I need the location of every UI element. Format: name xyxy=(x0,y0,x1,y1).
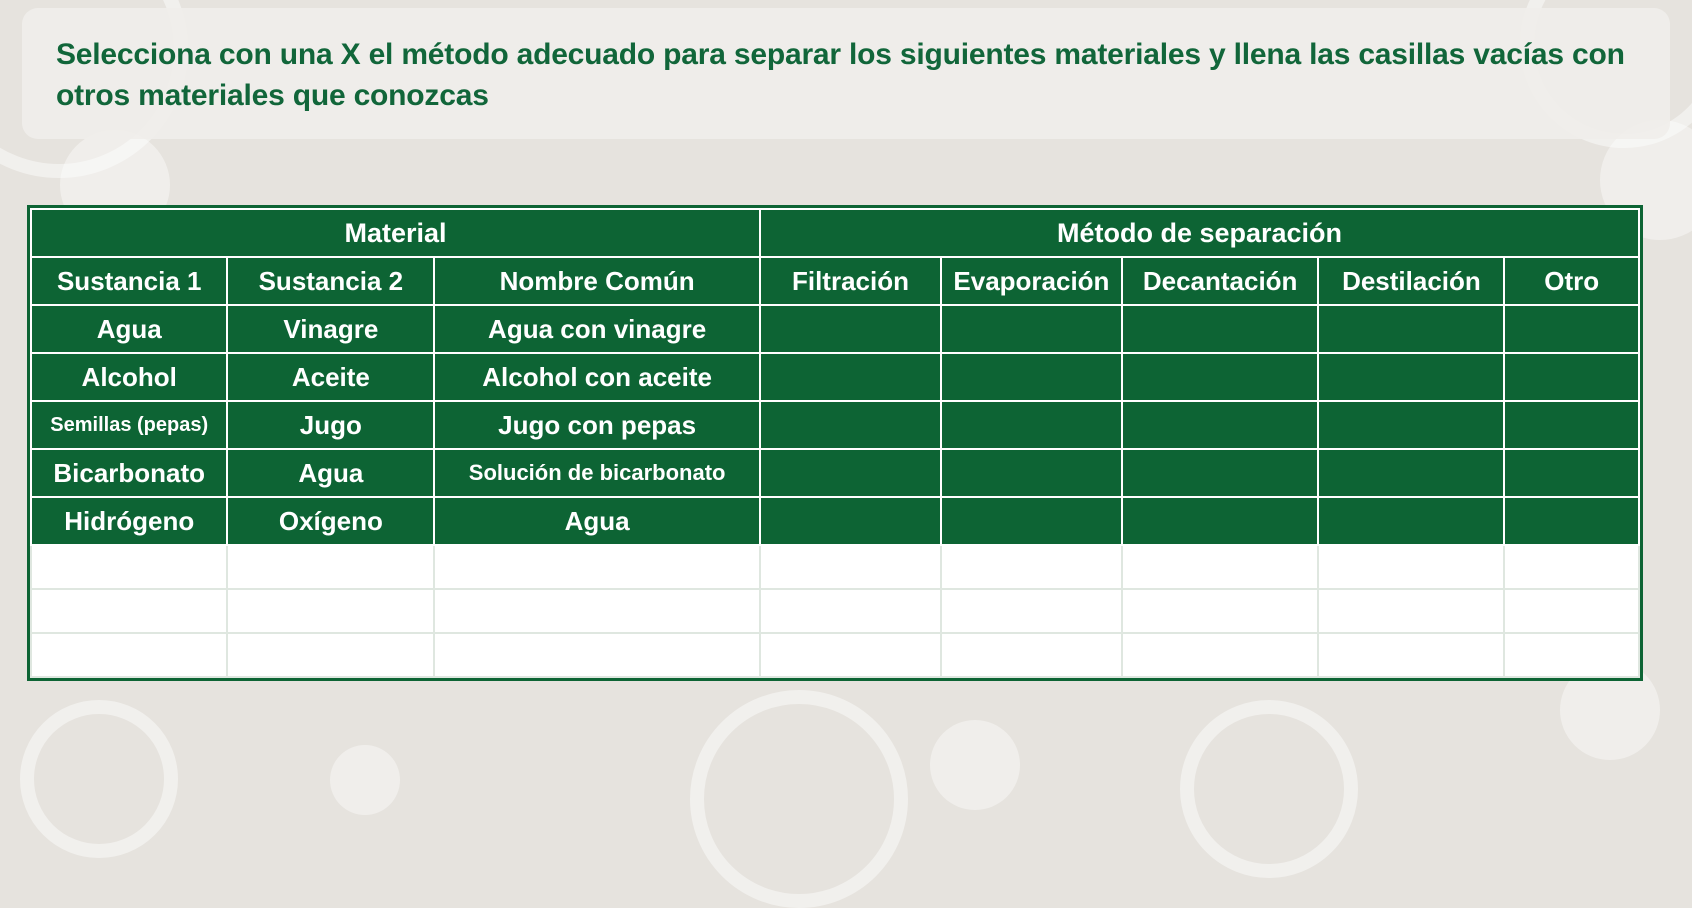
table-body xyxy=(31,305,1639,677)
decorative-circle xyxy=(330,745,400,815)
cell-blank-filtracion[interactable] xyxy=(760,633,941,677)
cell-blank-decantacion[interactable] xyxy=(1122,545,1318,589)
cell-blank-filtracion[interactable] xyxy=(760,589,941,633)
table-row xyxy=(31,305,1639,353)
column-header-evaporacion: Evaporación xyxy=(941,257,1122,305)
cell-blank-nombre-comun[interactable] xyxy=(434,589,760,633)
cell-otro[interactable] xyxy=(1504,305,1639,353)
cell-blank-sustancia-1[interactable] xyxy=(31,633,227,677)
cell-sustancia-1: Hidrógeno xyxy=(31,497,227,545)
cell-otro[interactable] xyxy=(1504,353,1639,401)
group-header-metodo: Método de separación xyxy=(760,209,1639,257)
cell-filtracion[interactable] xyxy=(760,497,941,545)
cell-filtracion[interactable] xyxy=(760,305,941,353)
cell-sustancia-1: Bicarbonato xyxy=(31,449,227,497)
cell-filtracion[interactable] xyxy=(760,449,941,497)
cell-filtracion[interactable] xyxy=(760,401,941,449)
cell-sustancia-2: Vinagre xyxy=(227,305,434,353)
cell-blank-destilacion[interactable] xyxy=(1318,545,1504,589)
cell-blank-sustancia-2[interactable] xyxy=(227,545,434,589)
cell-sustancia-1: Semillas (pepas) xyxy=(31,401,227,449)
cell-blank-otro[interactable] xyxy=(1504,545,1639,589)
cell-blank-filtracion[interactable] xyxy=(760,545,941,589)
cell-otro[interactable] xyxy=(1504,401,1639,449)
decorative-circle xyxy=(20,700,178,858)
column-header-sustancia-1: Sustancia 1 xyxy=(31,257,227,305)
cell-blank-otro[interactable] xyxy=(1504,589,1639,633)
cell-filtracion[interactable] xyxy=(760,353,941,401)
column-header-row xyxy=(31,257,1639,305)
group-header-row xyxy=(31,209,1639,257)
cell-blank-destilacion[interactable] xyxy=(1318,633,1504,677)
cell-blank-nombre-comun[interactable] xyxy=(434,545,760,589)
worksheet-table-container xyxy=(30,208,1640,678)
cell-destilacion[interactable] xyxy=(1318,401,1504,449)
cell-blank-evaporacion[interactable] xyxy=(941,545,1122,589)
table-row-blank xyxy=(31,589,1639,633)
separation-methods-table xyxy=(30,208,1640,678)
cell-blank-destilacion[interactable] xyxy=(1318,589,1504,633)
cell-otro[interactable] xyxy=(1504,449,1639,497)
cell-destilacion[interactable] xyxy=(1318,305,1504,353)
column-header-filtracion: Filtración xyxy=(760,257,941,305)
cell-nombre-comun: Alcohol con aceite xyxy=(434,353,760,401)
cell-otro[interactable] xyxy=(1504,497,1639,545)
table-row xyxy=(31,497,1639,545)
cell-blank-otro[interactable] xyxy=(1504,633,1639,677)
cell-nombre-comun: Agua xyxy=(434,497,760,545)
cell-blank-evaporacion[interactable] xyxy=(941,633,1122,677)
cell-decantacion[interactable] xyxy=(1122,305,1318,353)
decorative-circle xyxy=(1180,700,1358,878)
cell-evaporacion[interactable] xyxy=(941,401,1122,449)
cell-destilacion[interactable] xyxy=(1318,449,1504,497)
column-header-sustancia-2: Sustancia 2 xyxy=(227,257,434,305)
table-row-blank xyxy=(31,633,1639,677)
decorative-circle xyxy=(690,690,908,908)
cell-evaporacion[interactable] xyxy=(941,353,1122,401)
cell-blank-nombre-comun[interactable] xyxy=(434,633,760,677)
cell-destilacion[interactable] xyxy=(1318,353,1504,401)
cell-sustancia-2: Jugo xyxy=(227,401,434,449)
cell-blank-decantacion[interactable] xyxy=(1122,633,1318,677)
column-header-destilacion: Destilación xyxy=(1318,257,1504,305)
cell-decantacion[interactable] xyxy=(1122,353,1318,401)
instruction-text: Selecciona con una X el método adecuado para separar los siguientes materiales y llena las casillas vacías con otros materiales que conozcas xyxy=(56,38,1625,113)
cell-blank-sustancia-2[interactable] xyxy=(227,589,434,633)
cell-nombre-comun: Agua con vinagre xyxy=(434,305,760,353)
table-row xyxy=(31,353,1639,401)
column-header-otro: Otro xyxy=(1504,257,1639,305)
cell-blank-evaporacion[interactable] xyxy=(941,589,1122,633)
cell-nombre-comun: Solución de bicarbonato xyxy=(434,449,760,497)
cell-evaporacion[interactable] xyxy=(941,449,1122,497)
group-header-material: Material xyxy=(31,209,760,257)
cell-blank-sustancia-1[interactable] xyxy=(31,545,227,589)
cell-blank-sustancia-2[interactable] xyxy=(227,633,434,677)
cell-evaporacion[interactable] xyxy=(941,497,1122,545)
cell-nombre-comun: Jugo con pepas xyxy=(434,401,760,449)
table-row xyxy=(31,449,1639,497)
table-row-blank xyxy=(31,545,1639,589)
table-head xyxy=(31,209,1639,305)
cell-sustancia-1: Agua xyxy=(31,305,227,353)
table-row xyxy=(31,401,1639,449)
cell-blank-sustancia-1[interactable] xyxy=(31,589,227,633)
cell-sustancia-2: Oxígeno xyxy=(227,497,434,545)
column-header-decantacion: Decantación xyxy=(1122,257,1318,305)
cell-sustancia-2: Aceite xyxy=(227,353,434,401)
cell-destilacion[interactable] xyxy=(1318,497,1504,545)
column-header-nombre-comun: Nombre Común xyxy=(434,257,760,305)
cell-decantacion[interactable] xyxy=(1122,497,1318,545)
cell-sustancia-1: Alcohol xyxy=(31,353,227,401)
cell-sustancia-2: Agua xyxy=(227,449,434,497)
instruction-banner xyxy=(22,8,1670,139)
decorative-circle xyxy=(930,720,1020,810)
cell-evaporacion[interactable] xyxy=(941,305,1122,353)
cell-blank-decantacion[interactable] xyxy=(1122,589,1318,633)
cell-decantacion[interactable] xyxy=(1122,401,1318,449)
cell-decantacion[interactable] xyxy=(1122,449,1318,497)
